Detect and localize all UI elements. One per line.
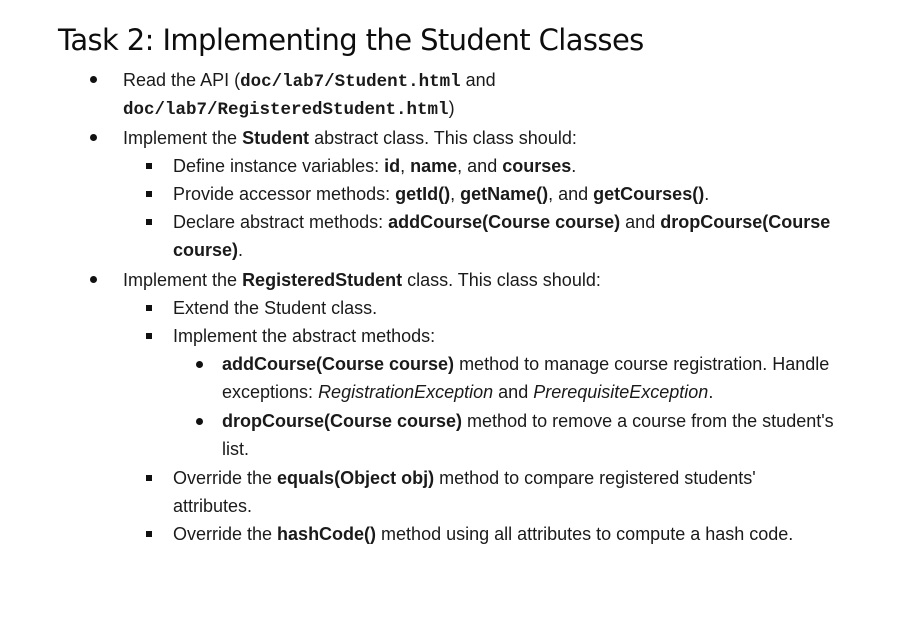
student-sub-abstract-line-2: course). <box>173 240 244 260</box>
square-bullet-icon <box>146 219 152 225</box>
bullet-icon <box>90 76 97 83</box>
registered-sub-equals-line-1: Override the equals(Object obj) method to compare registered students' <box>173 468 756 488</box>
read-api-line-2: doc/lab7/RegisteredStudent.html) <box>123 98 455 120</box>
student-sub-abstract-line-1: Declare abstract methods: addCourse(Course course) and dropCourse(Course <box>173 212 831 232</box>
registered-add-course-line-2: exceptions: RegistrationException and PrerequisiteException. <box>222 382 714 402</box>
square-bullet-icon <box>146 191 152 197</box>
square-bullet-icon <box>146 531 152 537</box>
code-path-student: doc/lab7/Student.html <box>240 72 461 92</box>
student-sub-variables: Define instance variables: id, name, and courses. <box>173 156 577 176</box>
registered-sub-hashcode: Override the hashCode() method using all attributes to compute a hash code. <box>173 524 794 544</box>
registered-student-item: Implement the RegisteredStudent class. This class should: <box>123 270 601 290</box>
student-item: Implement the Student abstract class. This class should: <box>123 128 577 148</box>
page-title: Task 2: Implementing the Student Classes <box>58 23 644 57</box>
bullet-icon <box>196 418 203 425</box>
square-bullet-icon <box>146 333 152 339</box>
read-api-line-1: Read the API (doc/lab7/Student.html and <box>123 70 496 92</box>
bullet-icon <box>90 276 97 283</box>
registered-sub-equals-line-2: attributes. <box>173 496 253 516</box>
registered-add-course-line-1: addCourse(Course course) method to manage course registration. Handle <box>222 354 830 374</box>
registered-drop-course-line-2: list. <box>222 439 249 459</box>
registered-sub-implement: Implement the abstract methods: <box>173 326 436 346</box>
square-bullet-icon <box>146 475 152 481</box>
student-sub-accessors: Provide accessor methods: getId(), getName(), and getCourses(). <box>173 184 710 204</box>
registered-drop-course-line-1: dropCourse(Course course) method to remove a course from the student's <box>222 411 834 431</box>
code-path-registered-student: doc/lab7/RegisteredStudent.html <box>123 100 449 120</box>
bullet-icon <box>90 134 97 141</box>
bullet-icon <box>196 361 203 368</box>
square-bullet-icon <box>146 305 152 311</box>
registered-sub-extend: Extend the Student class. <box>173 298 378 318</box>
square-bullet-icon <box>146 163 152 169</box>
